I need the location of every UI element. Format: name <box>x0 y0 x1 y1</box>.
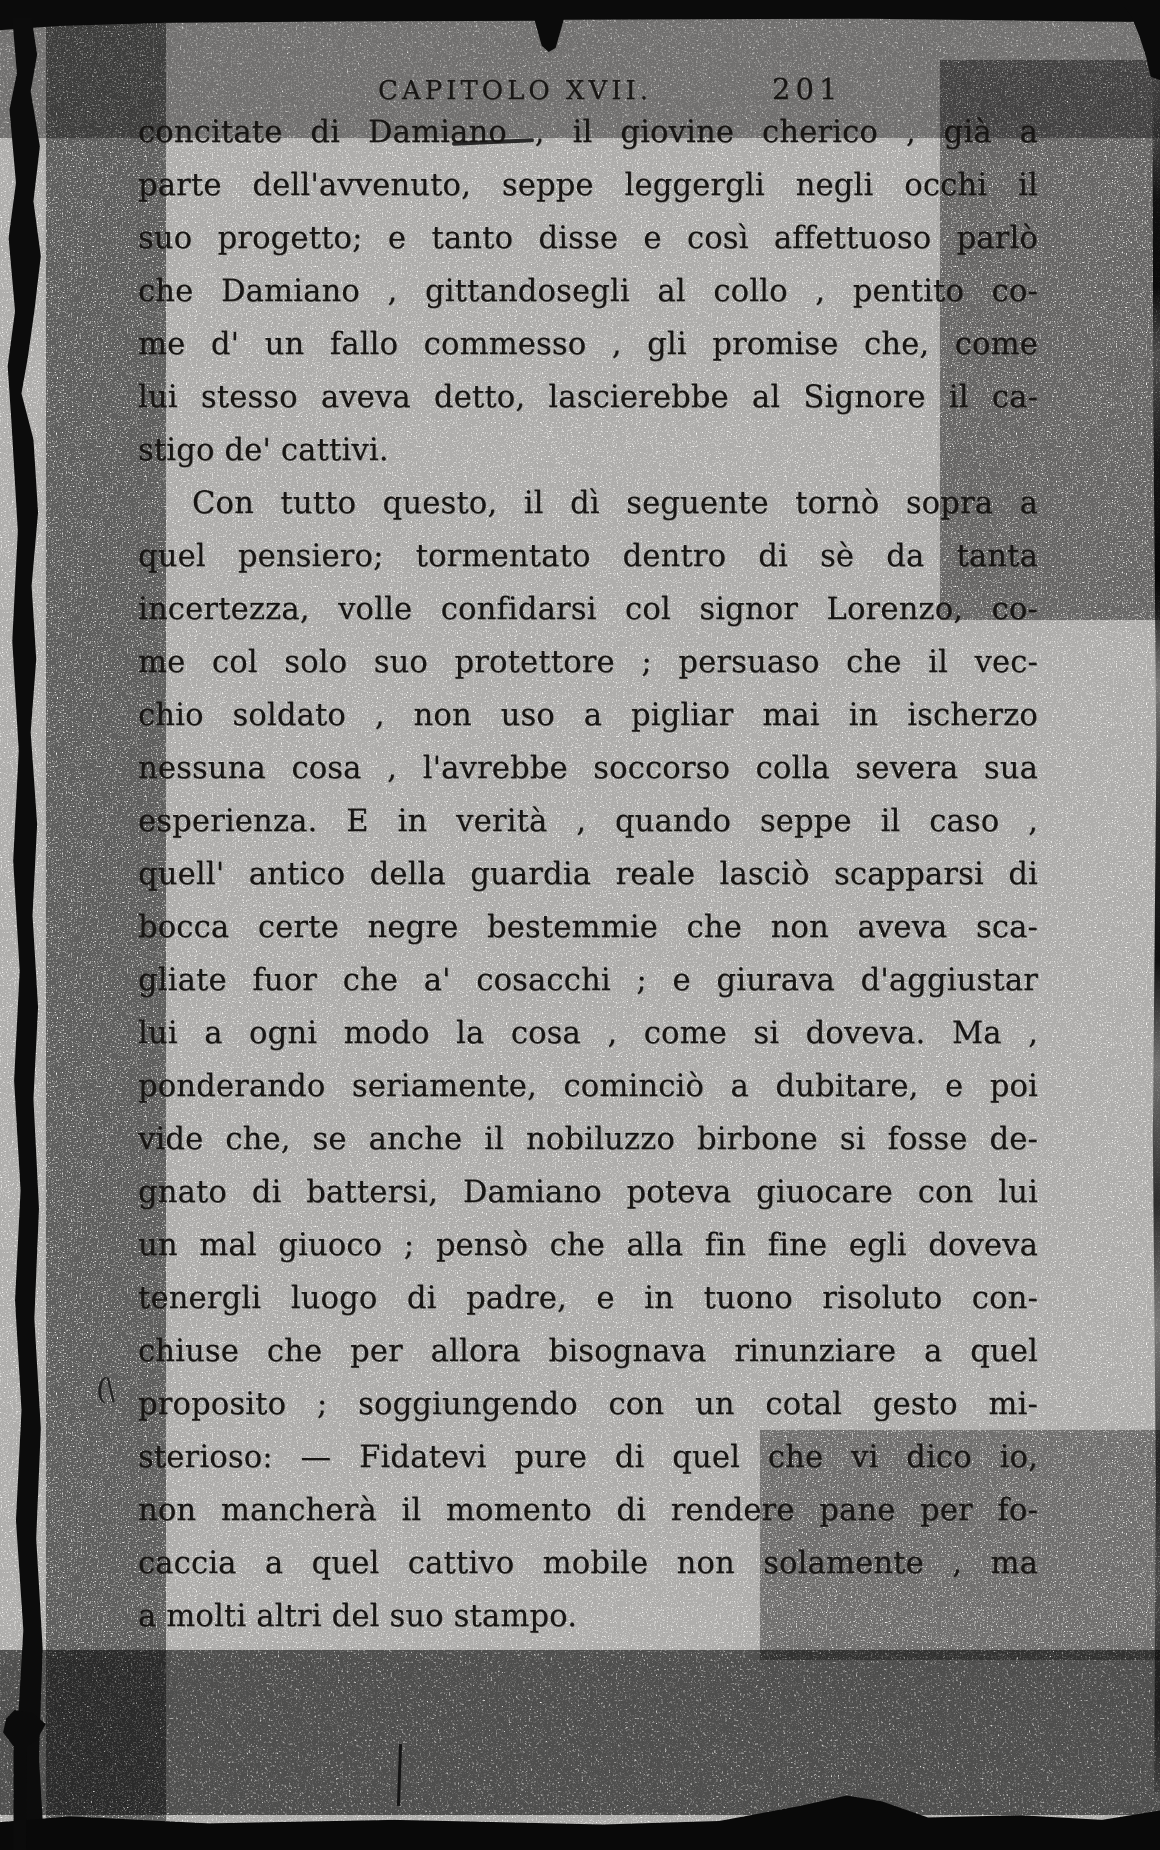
text-line: quel pensiero; tormentato dentro di sè da tanta <box>138 539 1038 574</box>
scan-border-right <box>1147 62 1160 1792</box>
text-line: vide che, se anche il nobiluzzo birbone si fosse de- <box>138 1122 1038 1157</box>
text-line: suo progetto; e tanto disse e così affettuoso parlò <box>138 221 1038 256</box>
text-line: concitate di Damiano , il giovine cherico , già a <box>138 115 1038 150</box>
paragraph <box>138 477 1038 1643</box>
text-line: non mancherà il momento di rendere pane per fo- <box>138 1493 1038 1528</box>
text-line: caccia a quel cattivo mobile non solamente , ma <box>138 1546 1038 1581</box>
text-line: chio soldato , non uso a pigliar mai in ischerzo <box>138 698 1038 733</box>
text-line: lui a ogni modo la cosa , come si doveva. Ma , <box>138 1016 1038 1051</box>
text-line: a molti altri del suo stampo. <box>138 1599 578 1634</box>
page-text <box>138 106 1038 1643</box>
text-line: gliate fuor che a' cosacchi ; e giurava d'aggiustar <box>138 963 1038 998</box>
text-line: proposito ; soggiungendo con un cotal gesto mi- <box>138 1387 1038 1422</box>
paragraph <box>138 106 1038 477</box>
text-line: lui stesso aveva detto, lascierebbe al Signore il ca- <box>138 380 1038 415</box>
text-line: un mal giuoco ; pensò che alla fin fine egli doveva <box>138 1228 1038 1263</box>
text-line: ponderando seriamente, cominciò a dubitare, e poi <box>138 1069 1038 1104</box>
text-line: me d' un fallo commesso , gli promise che, come <box>138 327 1038 362</box>
text-line: stigo de' cattivi. <box>138 433 389 468</box>
chapter-title: CAPITOLO XVII. <box>377 76 653 106</box>
binding-shadow-left <box>4 18 50 1850</box>
scan-border-bottom <box>0 1792 1160 1850</box>
text-line: quell' antico della guardia reale lasciò scapparsi di <box>138 857 1038 892</box>
text-line: nessuna cosa , l'avrebbe soccorso colla severa sua <box>138 751 1038 786</box>
text-line: sterioso: — Fidatevi pure di quel che vi dico io, <box>138 1440 1038 1475</box>
text-line: parte dell'avvenuto, seppe leggergli negli occhi il <box>138 168 1038 203</box>
text-line: bocca certe negre bestemmie che non aveva sca- <box>138 910 1038 945</box>
scan-scratch-line <box>397 1744 402 1806</box>
text-line: incertezza, volle confidarsi col signor Lorenzo, co- <box>138 592 1038 627</box>
page-number: 201 <box>772 72 843 106</box>
text-line: gnato di battersi, Damiano poteva giuocare con lui <box>138 1175 1038 1210</box>
text-line: che Damiano , gittandosegli al collo , pentito co- <box>138 274 1038 309</box>
text-line: chiuse che per allora bisognava rinunziare a quel <box>138 1334 1038 1369</box>
text-line: esperienza. E in verità , quando seppe il caso , <box>138 804 1038 839</box>
text-line: tenergli luogo di padre, e in tuono risoluto con- <box>138 1281 1038 1316</box>
margin-pen-mark: (\ <box>94 1371 116 1408</box>
text-line: Con tutto questo, il dì seguente tornò sopra a <box>192 486 1038 521</box>
scan-border-top <box>0 0 1160 52</box>
text-line: me col solo suo protettore ; persuaso che il vec- <box>138 645 1038 680</box>
